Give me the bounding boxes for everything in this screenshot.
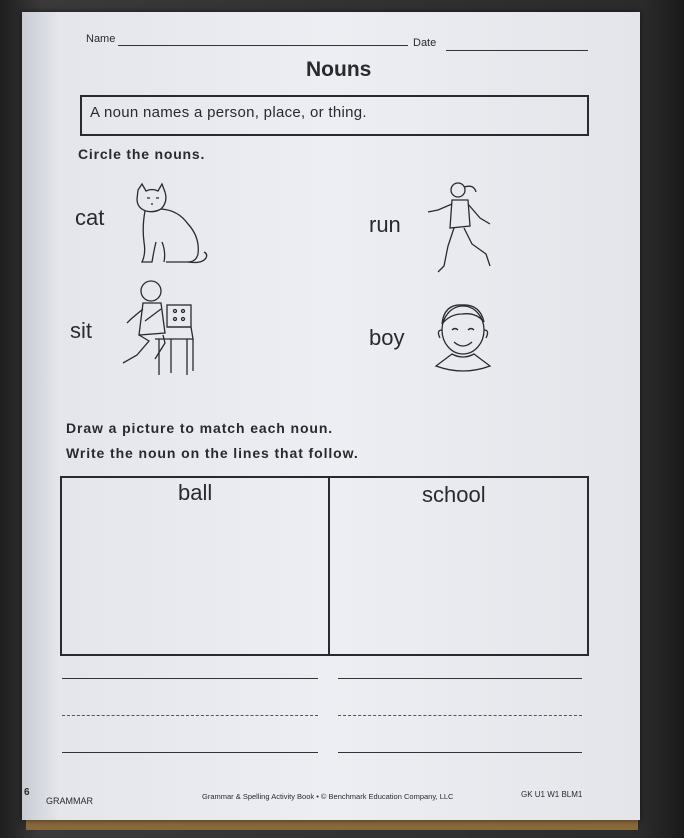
box-label-school: school xyxy=(422,482,486,507)
date-label: Date xyxy=(413,37,437,49)
running-girl-icon xyxy=(424,180,496,280)
boy-face-icon xyxy=(432,300,494,374)
grid-divider xyxy=(328,478,330,654)
word-run[interactable]: run xyxy=(369,212,401,237)
date-line[interactable] xyxy=(446,50,588,51)
definition-text: A noun names a person, place, or thing. xyxy=(90,104,367,121)
footer-publisher: Grammar & Spelling Activity Book • © Benchmark Education Company, LLC xyxy=(202,792,454,801)
write-line-right-top[interactable] xyxy=(338,678,582,679)
word-boy[interactable]: boy xyxy=(369,325,405,350)
box-label-ball: ball xyxy=(178,480,213,505)
write-line-left-bottom[interactable] xyxy=(62,752,318,753)
instruction-circle: Circle the nouns. xyxy=(78,146,206,162)
write-line-left-top[interactable] xyxy=(62,678,318,679)
word-sit[interactable]: sit xyxy=(70,318,92,343)
draw-area-ball[interactable] xyxy=(62,505,328,654)
name-label: Name xyxy=(86,33,116,45)
word-cat[interactable]: cat xyxy=(75,205,105,230)
name-line[interactable] xyxy=(118,45,408,46)
footer-section: GRAMMAR xyxy=(46,796,93,806)
write-line-right-mid[interactable] xyxy=(338,715,582,716)
write-line-left-mid[interactable] xyxy=(62,715,318,716)
write-line-right-bottom[interactable] xyxy=(338,752,582,753)
draw-area-school[interactable] xyxy=(331,505,587,654)
cat-icon xyxy=(128,182,210,268)
footer-code: GK U1 W1 BLM1 xyxy=(521,790,583,799)
instruction-draw: Draw a picture to match each noun. xyxy=(66,420,334,436)
instruction-write: Write the noun on the lines that follow. xyxy=(66,445,359,461)
page-number: 6 xyxy=(24,787,30,798)
page-title: Nouns xyxy=(306,58,372,81)
sitting-child-icon xyxy=(115,275,197,379)
